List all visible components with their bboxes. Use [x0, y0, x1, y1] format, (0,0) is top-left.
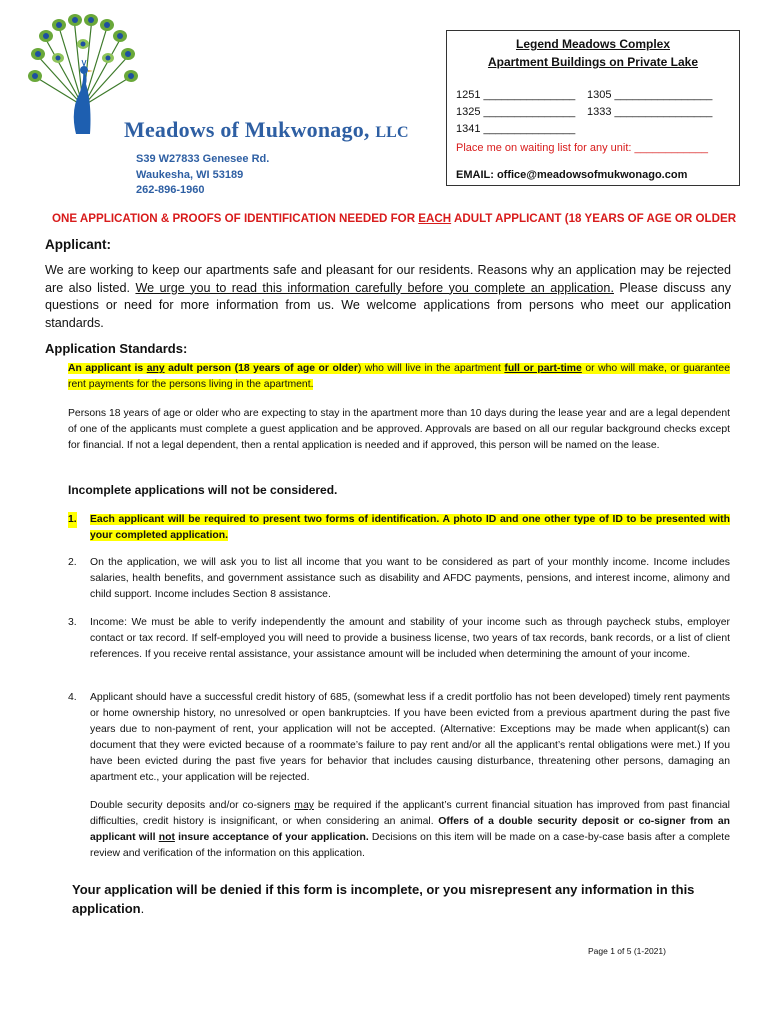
peacock-logo-icon: [26, 14, 140, 142]
applicant-heading: Applicant:: [45, 237, 111, 252]
definition-mid: ) who will live in the apartment: [357, 363, 505, 374]
list-item: [68, 512, 730, 544]
guest-application-paragraph: Persons 18 years of age or older who are expecting to stay in the apartment more than 10 days during the lease year and are a legal dependent of one of the applicants must complete a guest application and be approved. Approvals are based on all our regular background checks except for financial. If not a legal dependent, then a rental application is needed and if approved, this person will be named on the lease.: [68, 408, 730, 451]
incomplete-heading: Incomplete applications will not be considered.: [68, 483, 338, 497]
list-item: [68, 690, 730, 786]
definition-bold-2: adult person (18 years of age or older: [164, 363, 358, 374]
office-email: EMAIL: office@meadowsofmukwonago.com: [456, 169, 688, 181]
company-address: [136, 152, 269, 199]
deposit-text: Double security deposits and/or co-signers: [90, 800, 295, 811]
deposit-not: not: [158, 832, 175, 843]
deposit-bold: Offers of a double security deposit or co-signer from an applicant will: [90, 816, 730, 843]
denial-warning: [72, 880, 712, 918]
applicant-intro: [45, 262, 731, 332]
unit-1325-field[interactable]: 1325 _______________: [456, 106, 576, 118]
notice-text-after: ADULT APPLICANT (18 YEARS OF AGE OR OLDER: [451, 212, 737, 225]
item-number: 2.: [68, 557, 77, 568]
unit-list: [456, 87, 713, 138]
unit-1251-field[interactable]: 1251 _______________: [456, 89, 576, 101]
item-text: On the application, we will ask you to list all income that you want to be considered as part of your monthly income. Income includes salaries, health benefits, and government assistance such as disability and AFDC payments, pensions, and interest income, alimony and child support. Income includes Section 8 assistance.: [90, 557, 730, 600]
intro-text-end: Please discuss any questions or need for more information from us. We welcome applications from persons who meet our application standards.: [45, 280, 732, 330]
identification-notice: [52, 212, 736, 225]
standards-heading: Application Standards:: [45, 341, 188, 356]
list-item: [68, 615, 730, 663]
definition-end: or who will make, or guarantee rent payments for the persons living in the apartment.: [68, 363, 730, 390]
item-text: Applicant should have a successful credit history of 685, (somewhat less if a credit portfolio has not been developed) timely rent payments or home ownership history, no unresolved or open bankruptcies. If you have been evicted from a previous apartment during the past five years due to non-payment of rent, your application will not be accepted. (Alternative: Exceptions may be made when applicant(s) can document that they were evicted because of a roommate’s failure to pay rent and/or all the applicant’s rental obligations were met.) If you have been evicted during the past five years for behavior that includes causing disturbance, threatening other persons, damaging an apartment etc., your application will be rejected.: [90, 692, 730, 783]
deposit-text-2: be required if the applicant’s current financial situation has improved from past financial difficulties, credit history is insignificant, or when considering an animal.: [90, 800, 730, 827]
unit-row: [456, 87, 713, 104]
notice-text-before: ONE APPLICATION & PROOFS OF IDENTIFICATION NEEDED FOR: [52, 212, 419, 225]
address-line-1: S39 W27833 Genesee Rd.: [136, 153, 270, 165]
item-text: Income: We must be able to verify independently the amount and stability of your income such as through paycheck stubs, employer contact or tax record. If self-employed you will need to provide a business license, two years of tax records, bank records, or a list of client references. If you receive rental assistance, your assistance amount will be included when determining the amount of your income.: [90, 617, 730, 660]
item-number: 4.: [68, 692, 77, 703]
definition-bold: An applicant is: [68, 363, 147, 374]
unit-1305-field[interactable]: 1305 ________________: [587, 89, 713, 101]
phone-number: 262-896-1960: [136, 184, 205, 197]
definition-any: any: [146, 363, 165, 374]
denial-warning-text: Your application will be denied if this form is incomplete, or you misrepresent any information in this application: [72, 882, 695, 916]
intro-text: We are working to keep our apartments safe and pleasant for our residents. Reasons why an application may be rejected are also listed.: [45, 263, 731, 295]
unit-row: [456, 104, 713, 121]
notice-emphasis: EACH: [418, 212, 452, 225]
complex-title: Legend Meadows Complex: [515, 37, 671, 51]
unit-1333-field[interactable]: 1333 ________________: [587, 106, 713, 118]
waiting-list-field[interactable]: Place me on waiting list for any unit: ____________: [456, 142, 708, 154]
denial-warning-period: .: [140, 901, 145, 916]
item-text: Each applicant will be required to present two forms of identification. A photo ID and one other type of ID to be presented with your completed application.: [90, 514, 730, 541]
deposit-text-3: Decisions on this item will be made on a case-by-case basis after a complete review and verification of the information on this application.: [90, 832, 730, 859]
company-name-text: Meadows of Mukwonago,: [124, 117, 370, 142]
complex-info-box: [446, 30, 740, 186]
security-deposit-paragraph: [90, 798, 730, 862]
item-number: 3.: [68, 617, 77, 628]
company-name: [124, 117, 409, 143]
company-suffix: LLC: [375, 124, 409, 141]
applicant-definition: [68, 361, 730, 393]
item-number: 1.: [68, 512, 77, 528]
complex-subtitle: Apartment Buildings on Private Lake: [487, 55, 699, 69]
definition-full-part: full or part-time: [504, 363, 582, 374]
unit-row: [456, 121, 575, 138]
list-item: [68, 555, 730, 603]
address-line-2: Waukesha, WI 53189: [136, 168, 244, 181]
deposit-may: may: [294, 800, 314, 811]
page-number: Page 1 of 5 (1-2021): [588, 946, 666, 956]
intro-underlined-text: We urge you to read this information carefully before you complete an application.: [135, 280, 614, 295]
deposit-bold-2: insure acceptance of your application.: [174, 832, 369, 843]
unit-1341-field[interactable]: 1341 _______________: [456, 123, 576, 135]
